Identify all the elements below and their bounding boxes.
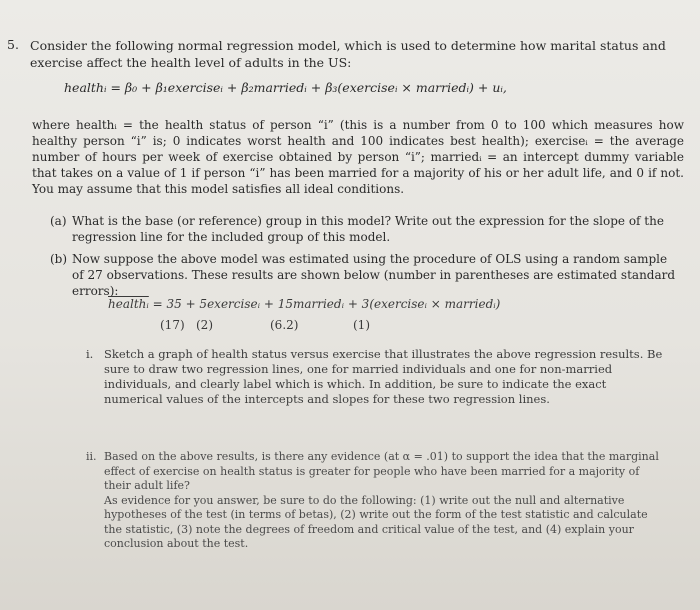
item-ii-label: ii. <box>86 450 97 463</box>
estimated-health-hat: healthᵢ <box>108 297 149 311</box>
part-b <box>50 251 678 299</box>
part-b-label: (b) <box>50 252 68 266</box>
estimated-regression-equation <box>108 297 500 311</box>
standard-error: (6.2) <box>270 318 299 332</box>
item-ii <box>86 450 664 552</box>
estimated-equation-rhs: = 35 + 5exerciseᵢ + 15marriedᵢ + 3(exerciseᵢ × marriedᵢ) <box>148 297 501 311</box>
question-number: 5. <box>7 37 19 52</box>
part-b-text: Now suppose the above model was estimated using the procedure of OLS using a random sample of 27 observations. These results are shown below (number in parentheses are estimated standard errors): <box>72 252 676 298</box>
variable-definitions: where healthᵢ = the health status of person “i” (this is a number from 0 to 100 which measures how healthy person “i” is; 0 indicates worst health and 100 indicates best health); exerciseᵢ = the average number of hours per week of exercise obtained by person “i”; marriedᵢ = an intercept dummy variable that takes on a value of 1 if person “i” has been married for a majority of his or her adult life, and 0 if not. You may assume that this model satisfies all ideal conditions. <box>32 118 684 196</box>
standard-error: (2) <box>196 318 213 332</box>
item-ii-evidence: As evidence for you answer, be sure to do the following: (1) write out the null and alternative hypotheses of the test (in terms of betas), (2) write out the form of the test statistic and calculate the statistic, (3) note the degrees of freedom and critical value of the test, and (4) explain your conclusion about the test. <box>104 493 648 550</box>
question-intro: Consider the following normal regression model, which is used to determine how marital status and exercise affect the health level of adults in the US: <box>30 38 666 70</box>
item-i-label: i. <box>86 347 94 361</box>
standard-error: (17) <box>160 318 185 332</box>
item-ii-text: Based on the above results, is there any evidence (at α = .01) to support the idea that the marginal effect of exercise on health status is greater for people who have been married for a majority of their adult life? <box>104 450 659 492</box>
population-regression-equation: healthᵢ = β₀ + β₁exerciseᵢ + β₂marriedᵢ + β₃(exerciseᵢ × marriedᵢ) + uᵢ, <box>64 80 507 95</box>
part-a-label: (a) <box>50 214 67 228</box>
item-i-text: Sketch a graph of health status versus exercise that illustrates the above regression results. Be sure to draw two regression lines, one for married individuals and one for non-married individuals, and clearly label which is which. In addition, be sure to indicate the exact numerical values of the intercepts and slopes for these two regression lines. <box>104 347 663 406</box>
standard-error: (1) <box>353 318 370 332</box>
item-i <box>86 347 666 407</box>
part-a <box>50 213 670 245</box>
part-a-text: What is the base (or reference) group in this model? Write out the expression for the slope of the regression line for the included group of this model. <box>72 214 664 244</box>
